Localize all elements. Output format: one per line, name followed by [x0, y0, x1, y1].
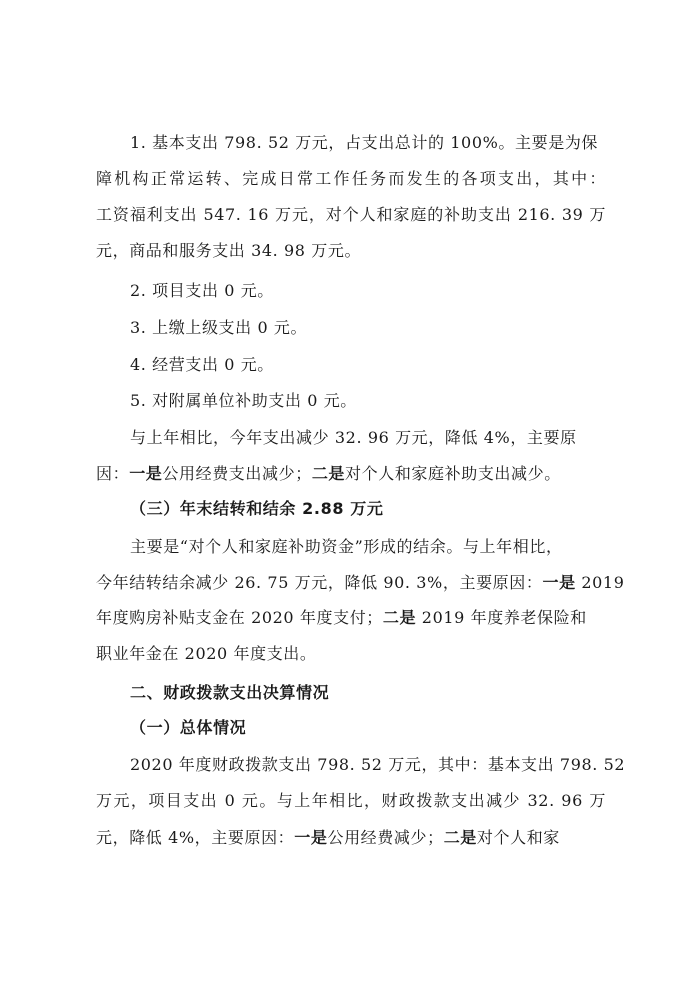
bold-segment: 一是	[294, 828, 328, 847]
bold-segment: 二是	[443, 828, 477, 847]
section-heading: （三）年末结转和结余 2.88 万元	[130, 499, 384, 518]
paragraph-line: 职业年金在 2020 年度支出。	[96, 644, 317, 663]
text-segment: 元，降低 4%，主要原因：	[96, 828, 295, 847]
paragraph-line: 与上年相比，今年支出减少 32. 96 万元，降低 4%，主要原	[130, 428, 577, 447]
list-item: 5. 对附属单位补助支出 0 元。	[130, 391, 357, 410]
list-item: 4. 经营支出 0 元。	[130, 355, 274, 374]
paragraph-line: 障机构正常运转、完成日常工作任务而发生的各项支出，其中：	[96, 169, 606, 188]
paragraph-line: 2020 年度财政拨款支出 798. 52 万元，其中：基本支出 798. 52	[130, 755, 626, 774]
text-segment: 对个人和家庭补助支出减少。	[345, 464, 561, 483]
text-segment: 公用经费支出减少；	[162, 464, 312, 483]
section-heading: 二、财政拨款支出决算情况	[130, 683, 330, 702]
paragraph-line: 万元，项目支出 0 元。与上年相比，财政拨款支出减少 32. 96 万	[96, 791, 606, 810]
paragraph-line: 元，商品和服务支出 34. 98 万元。	[96, 241, 362, 260]
paragraph-line: 主要是“对个人和家庭补助资金”形成的结余。与上年相比，	[130, 537, 563, 556]
text-segment: 今年结转结余减少 26. 75 万元，降低 90. 3%，主要原因：	[96, 573, 543, 592]
text-segment: 2019	[575, 573, 625, 592]
text-segment: 年度购房补贴支金在 2020 年度支付；	[96, 608, 383, 627]
text-segment: 对个人和家	[476, 828, 560, 847]
paragraph-line	[96, 462, 606, 486]
bold-segment: 一是	[542, 573, 576, 592]
paragraph-line	[96, 606, 606, 630]
paragraph-line	[96, 571, 625, 595]
bold-segment: 二是	[311, 464, 346, 483]
paragraph-line: 工资福利支出 547. 16 万元，对个人和家庭的补助支出 216. 39 万	[96, 205, 606, 224]
text-segment: 2019 年度养老保险和	[416, 608, 587, 627]
list-item: 2. 项目支出 0 元。	[130, 281, 274, 300]
text-segment: 因：	[96, 464, 130, 483]
list-item: 3. 上缴上级支出 0 元。	[130, 318, 308, 337]
paragraph-line: 1. 基本支出 798. 52 万元，占支出总计的 100%。主要是为保	[130, 133, 599, 152]
text-segment: 公用经费减少；	[327, 828, 444, 847]
bold-segment: 一是	[129, 464, 163, 483]
paragraph-line	[96, 826, 606, 850]
subsection-heading: （一）总体情况	[130, 718, 247, 737]
bold-segment: 二是	[382, 608, 417, 627]
